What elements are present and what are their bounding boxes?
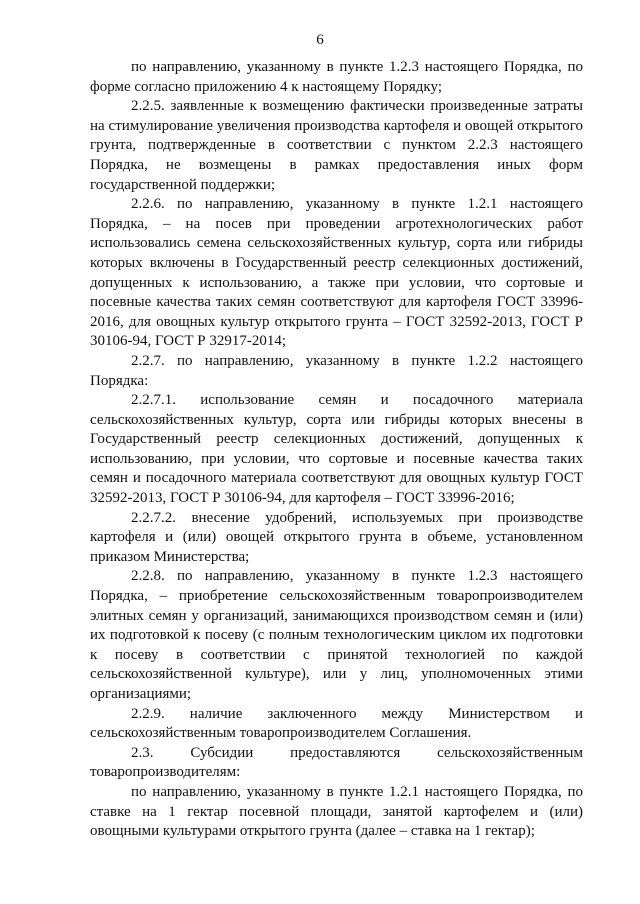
paragraph: по направлению, указанному в пункте 1.2.3 настоящего Порядка, по форме согласно приложению 4 к настоящему Порядку;	[90, 59, 583, 95]
paragraph: по направлению, указанному в пункте 1.2.1 настоящего Порядка, по ставке на 1 гектар посевной площади, занятой картофелем и (или) овощными культурами открытого грунта (далее – ставка на 1 гектар);	[90, 783, 583, 840]
paragraph: 2.2.8. по направлению, указанному в пункте 1.2.3 настоящего Порядка, – приобретение сельскохозяйственным товаропроизводителем элитных семян у организаций, занимающихся производством семян и (или) их подготовкой к посеву (с полным технологическим циклом их подготовки к посеву в соответствии с принятой технологией по каждой сельскохозяйственной культуре), или у лиц, уполномоченных этими организациями;	[90, 568, 583, 702]
paragraph: 2.2.5. заявленные к возмещению фактически произведенные затраты на стимулирование увеличения производства картофеля и овощей открытого грунта, подтвержденные в соответствии с пунктом 2.2.3 настоящего Порядка, не возмещены в рамках предоставления иных форм государственной поддержки;	[90, 98, 583, 193]
paragraph: 2.2.6. по направлению, указанному в пункте 1.2.1 настоящего Порядка, – на посев при проведении агротехнологических работ использовались семена сельскохозяйственных культур, сорта или гибриды которых включены в Государственный реестр селекционных достижений, допущенных к использованию, а также при условии, что сортовые и посевные качества таких семян соответствуют для картофеля ГОСТ 33996-2016, для овощных культур открытого грунта – ГОСТ 32592-2013, ГОСТ Р 30106-94, ГОСТ Р 32917-2014;	[90, 196, 583, 350]
paragraph: 2.2.7.2. внесение удобрений, используемых при производстве картофеля и (или) овощей открытого грунта в объеме, установленном приказом Министерства;	[90, 509, 583, 565]
paragraph: 2.2.9. наличие заключенного между Министерством и сельскохозяйственным товаропроизводителем Соглашения.	[90, 705, 583, 742]
document-body	[90, 58, 583, 842]
paragraph: 2.3. Субсидии предоставляются сельскохозяйственным товаропроизводителям:	[90, 744, 583, 781]
paragraph: 2.2.7. по направлению, указанному в пункте 1.2.2 настоящего Порядка:	[90, 352, 583, 389]
paragraph: 2.2.7.1. использование семян и посадочного материала сельскохозяйственных культур, сорта или гибриды которых внесены в Государственный реестр селекционных достижений, допущенных к использованию, при условии, что сортовые и посевные качества таких семян и посадочного материала соответствуют для овощных культур ГОСТ 32592-2013, ГОСТ Р 30106-94, для картофеля – ГОСТ 33996-2016;	[90, 392, 583, 507]
page-number: 6	[316, 32, 324, 48]
